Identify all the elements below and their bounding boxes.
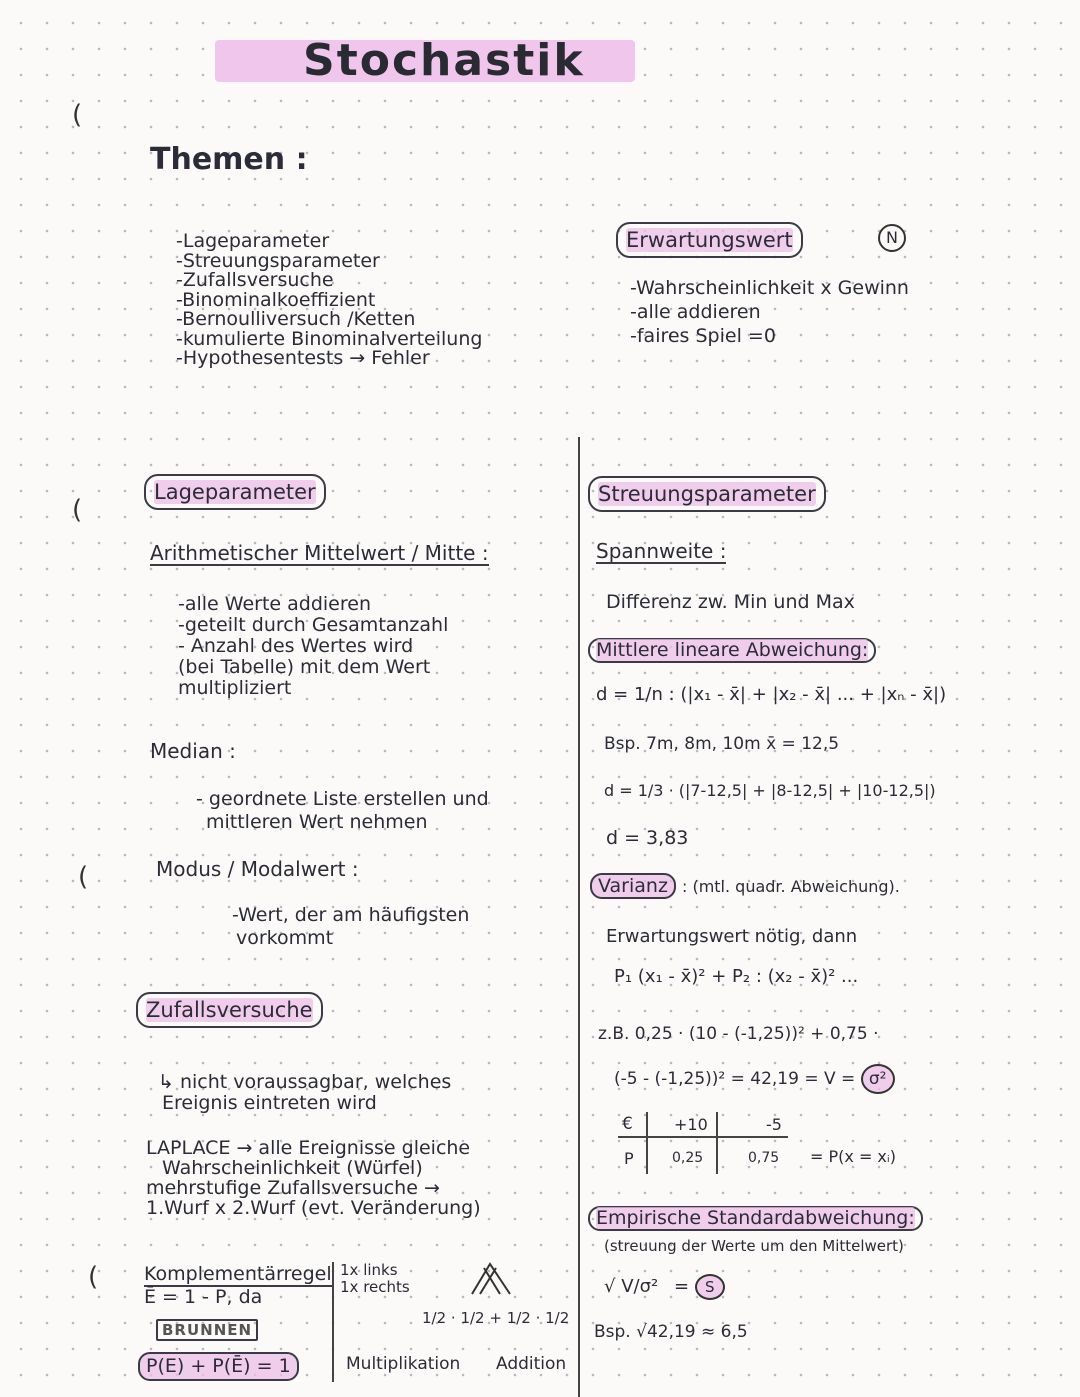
std-example: Bsp. √42,19 ≈ 6,5 xyxy=(594,1322,748,1342)
modus-title: Modus / Modalwert : xyxy=(156,857,359,881)
varianz-example-2: (-5 - (-1,25))² = 42,19 = V = σ² xyxy=(614,1064,895,1094)
list-item: -kumulierte Binominalverteilung xyxy=(176,327,483,350)
list-item: -Zufallsversuche xyxy=(176,269,334,291)
addition-label: Addition xyxy=(496,1354,567,1374)
mla-example: Bsp. 7m, 8m, 10m x̄ = 12,5 xyxy=(604,734,840,754)
tree-diagram xyxy=(466,1260,516,1296)
arith-list: -alle Werte addieren -geteilt durch Gesamtanzahl - Anzahl des Wertes wird (bei Tabelle) mit dem Wert multipliziert xyxy=(178,593,449,699)
list-item: -Binominalkoeffizient xyxy=(176,288,376,311)
fractions: 1/2 · 1/2 + 1/2 · 1/2 xyxy=(422,1309,570,1327)
komplement-block: Komplementärregel Ē = 1 - P, da xyxy=(144,1263,332,1308)
mla-formula: d = 1/n : (|x₁ - x̄| + |x₂ - x̄| ... + |xₙ - x̄|) xyxy=(596,684,947,705)
sigma-circle: σ² xyxy=(861,1064,895,1094)
list-item: -Wahrscheinlichkeit x Gewinn xyxy=(630,277,909,299)
list-item: -Streuungsparameter xyxy=(176,249,380,272)
erwartungswert-list xyxy=(630,276,909,348)
std-title: Empirische Standardabweichung: xyxy=(588,1206,923,1231)
margin-mark: ( xyxy=(72,495,83,525)
streuungsparameter-heading: Streuungsparameter xyxy=(588,476,826,512)
tree-labels: 1x links 1x rechts xyxy=(332,1262,410,1382)
list-item: -Lageparameter xyxy=(176,230,330,252)
multiplication-label: Multiplikation xyxy=(346,1354,461,1374)
brand-logo: BRUNNEN xyxy=(156,1320,258,1339)
median-list: - geordnete Liste erstellen und mittleren Wert nehmen xyxy=(196,788,489,833)
column-divider xyxy=(578,437,580,1397)
zufallsversuche-heading: Zufallsversuche xyxy=(136,992,323,1028)
erwartungswert-heading: Erwartungswert xyxy=(616,222,803,258)
lageparameter-heading: Lageparameter xyxy=(144,474,326,510)
themen-list xyxy=(176,232,482,369)
probability-table: € +10 -5 P 0,25 0,75 xyxy=(618,1112,798,1174)
arith-title: Arithmetischer Mittelwert / Mitte : xyxy=(150,541,489,565)
mla-calc: d = 1/3 · (|7-12,5| + |8-12,5| + |10-12,5|) xyxy=(604,781,936,800)
margin-mark: ( xyxy=(78,862,89,892)
page-title: Stochastik xyxy=(215,40,635,82)
list-item: -faires Spiel =0 xyxy=(630,325,776,347)
varianz-formula: P₁ (x₁ - x̄)² + P₂ : (x₂ - x̄)² ... xyxy=(614,966,859,987)
varianz-line: Erwartungswert nötig, dann xyxy=(606,926,858,947)
list-item: -Bernoulliversuch /Ketten xyxy=(176,308,416,330)
modus-list: -Wert, der am häufigsten vorkommt xyxy=(232,904,470,949)
std-note: (streuung der Werte um den Mittelwert) xyxy=(604,1237,904,1255)
note-badge: N xyxy=(878,224,906,252)
margin-mark: ( xyxy=(72,100,83,130)
margin-mark: ( xyxy=(88,1262,99,1292)
spannweite-title: Spannweite : xyxy=(596,539,727,563)
list-item: -Hypothesentests → Fehler xyxy=(176,347,430,369)
mla-title: Mittlere lineare Abweichung: xyxy=(588,638,876,663)
list-item: -alle addieren xyxy=(630,301,761,323)
varianz-example-1: z.B. 0,25 · (10 - (-1,25))² + 0,75 · xyxy=(598,1024,879,1044)
table-note: = P(x = xᵢ) xyxy=(810,1147,896,1166)
spannweite-text: Differenz zw. Min und Max xyxy=(606,591,855,613)
complement-formula: P(E) + P(Ē) = 1 xyxy=(138,1352,299,1381)
mla-result: d = 3,83 xyxy=(606,827,689,849)
themen-heading: Themen : xyxy=(150,142,308,177)
std-symbol-circle: S xyxy=(695,1274,725,1300)
std-formula: √ V/σ² = S xyxy=(604,1274,725,1300)
zufall-list: ↳ nicht voraussagbar, welches Ereignis eintreten wird xyxy=(158,1071,452,1114)
varianz-row: Varianz : (mtl. quadr. Abweichung). xyxy=(590,876,900,897)
median-title: Median : xyxy=(150,739,236,763)
laplace-block: LAPLACE → alle Ereignisse gleiche Wahrscheinlichkeit (Würfel) mehrstufige Zufallsversuche → 1.Wurf x 2.Wurf (evt. Veränderung) xyxy=(146,1137,481,1219)
